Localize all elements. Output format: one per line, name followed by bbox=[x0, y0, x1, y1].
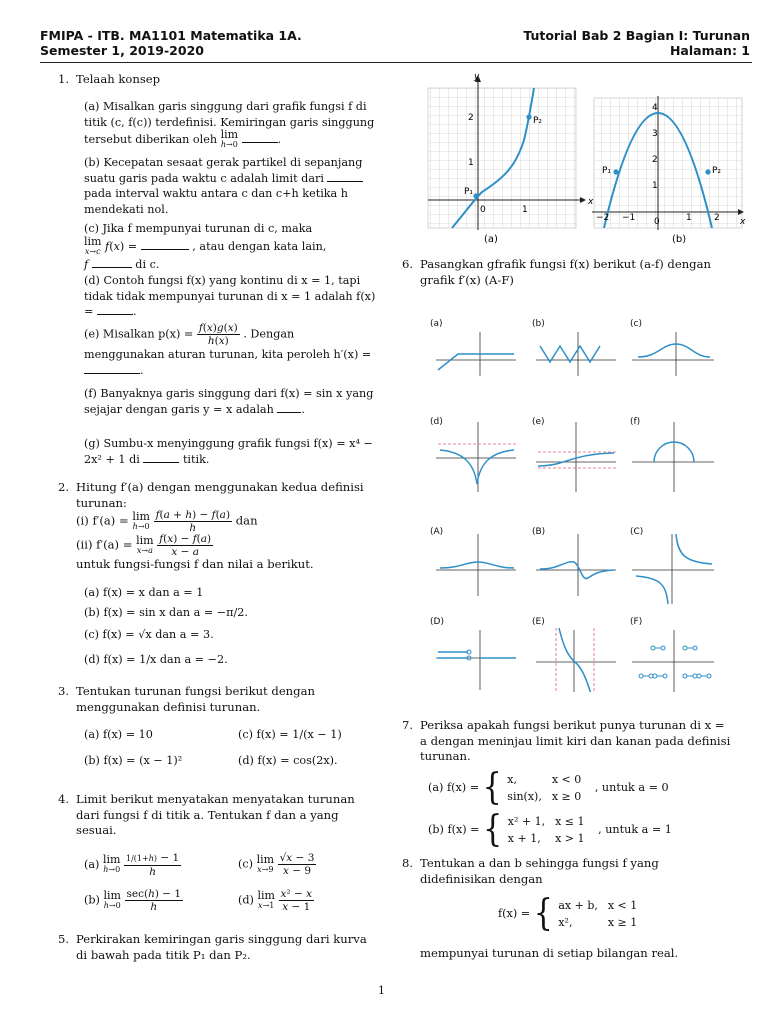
q7-item-b: (b) f(x) = { x² + 1, x ≤ 1 x + 1, x > 1 , untuk a = 1 bbox=[428, 808, 672, 851]
graph-lower-d bbox=[436, 422, 516, 492]
label-lower-d: (d) bbox=[430, 417, 443, 427]
q8-text: Tentukan a dan b sehingga fungsi f yang didefinisikan dengan bbox=[420, 856, 659, 886]
q1-a: (a) Misalkan garis singgung dari grafik fungsi f di titik (c, f(c)) terdefinisi. Kemiringan garis singgung tersebut diberikan oleh lim h→0 . bbox=[84, 100, 375, 149]
q3-number: 3. bbox=[58, 684, 70, 698]
q1-b-text2: pada interval waktu antara c dan c+h ketika h mendekati nol. bbox=[84, 187, 348, 216]
graph-upper-F bbox=[632, 630, 714, 692]
q1-c-blank2[interactable] bbox=[92, 257, 132, 268]
q1-e-blank[interactable] bbox=[84, 363, 140, 374]
q3-item-a: (a) f(x) = 10 bbox=[84, 728, 153, 741]
graph-b bbox=[592, 96, 746, 245]
q1-b-text1: (b) Kecepatan sesaat gerak partikel di sepanjang suatu garis pada waktu c adalah limit dari bbox=[84, 156, 363, 185]
label-lower-c: (c) bbox=[630, 319, 642, 329]
graph-b-tick-neg2: −2 bbox=[596, 213, 610, 223]
graph-a-tick-0: 0 bbox=[480, 205, 486, 215]
label-lower-b: (b) bbox=[532, 319, 545, 329]
header-semester: Semester 1, 2019-2020 bbox=[40, 43, 204, 58]
q1-c-lim: lim x→c bbox=[84, 234, 102, 256]
label-upper-A: (A) bbox=[430, 527, 444, 537]
graph-b-label-p2: P₂ bbox=[712, 166, 722, 176]
q1-c-text1: (c) Jika f mempunyai turunan di c, maka bbox=[84, 222, 313, 235]
q1-d-blank[interactable] bbox=[97, 304, 133, 315]
graph-upper-B bbox=[536, 534, 616, 596]
label-upper-F: (F) bbox=[630, 617, 643, 627]
q2-def-ii-lim: lim x→a bbox=[136, 533, 154, 555]
q2-def-ii bbox=[76, 533, 213, 558]
q1-b-blank[interactable] bbox=[327, 171, 363, 182]
q2-outro: untuk fungsi-fungsi f dan nilai a berikut. bbox=[76, 557, 314, 571]
label-upper-B: (B) bbox=[532, 527, 546, 537]
graph-lower-e bbox=[536, 422, 616, 492]
graph-upper-A bbox=[436, 534, 516, 596]
q1-a-blank[interactable] bbox=[242, 132, 278, 143]
graph-b-x-label: x bbox=[740, 217, 746, 227]
q7-number: 7. bbox=[402, 718, 414, 732]
q8-function: f(x) = { ax + b, x < 1 x², x ≥ 1 bbox=[498, 896, 647, 932]
label-lower-e: (e) bbox=[532, 417, 545, 427]
q4-item-b-label: (b) bbox=[84, 893, 100, 907]
q1-e-text1: (e) Misalkan p(x) = bbox=[84, 327, 194, 341]
graph-lower-b bbox=[536, 332, 616, 376]
q2-def-i bbox=[76, 509, 258, 534]
graph-b-tick-neg1: −1 bbox=[622, 213, 636, 223]
graph-a-point-p1 bbox=[473, 193, 478, 198]
q3-text: Tentukan turunan fungsi berikut dengan menggunakan definisi turunan. bbox=[76, 684, 315, 714]
q4-item-a-label: (a) bbox=[84, 858, 100, 871]
q3-item-b: (b) f(x) = (x − 1)² bbox=[84, 754, 183, 767]
q7-b-cases: x² + 1, x ≤ 1 x + 1, x > 1 bbox=[507, 815, 585, 845]
q2-def-i-lim: lim h→0 bbox=[132, 509, 150, 531]
label-lower-f: (f) bbox=[630, 417, 641, 427]
graph-a bbox=[428, 72, 594, 245]
page-number: 1 bbox=[378, 984, 385, 997]
header-page: Halaman: 1 bbox=[669, 43, 750, 58]
q2-item-a: (a) f(x) = x dan a = 1 bbox=[84, 586, 204, 599]
q4-number: 4. bbox=[58, 792, 70, 806]
graph-b-tick-2: 2 bbox=[652, 155, 658, 165]
q1-e-fraction: $\frac{f(x)g(x)}{h(x)}$ bbox=[198, 322, 238, 347]
q7-b-end: , untuk a = 1 bbox=[598, 823, 672, 836]
graph-a-tick-2: 2 bbox=[468, 113, 474, 123]
q1-e: (e) Misalkan p(x) = $\frac{f(x)g(x)}{h(x)}$ . Dengan menggunakan aturan turunan, kita peroleh h′(x) = . bbox=[84, 322, 372, 377]
q1-title: Telaah konsep bbox=[76, 72, 161, 86]
q5-text: Perkirakan kemiringan garis singgung dari kurva di bawah pada titik P₁ dan P₂. bbox=[76, 932, 367, 962]
q6-text: Pasangkan gfrafik fungsi f(x) berikut (a-f) dengan grafik f′(x) (A-F) bbox=[420, 257, 711, 287]
q2-def-i-label: (i) f′(a) = bbox=[76, 513, 129, 528]
q1-d: (d) Contoh fungsi f(x) yang kontinu di x = 1, tapi tidak tidak mempunyai turunan di x = 1 adalah f(x) = . bbox=[84, 274, 376, 318]
header-course: FMIPA - ITB. MA1101 Matematika 1A. bbox=[40, 28, 302, 43]
q7-a-cases: x, x < 0 sin(x), x ≥ 0 bbox=[507, 773, 582, 803]
q4-item-c-label: (c) bbox=[238, 857, 253, 871]
label-upper-C: (C) bbox=[630, 527, 644, 537]
q2-def-i-fraction: $\frac{f(a + h) - f(a)}{h}$ bbox=[155, 509, 231, 534]
q5-figure bbox=[412, 70, 750, 250]
q7-a-end: , untuk a = 0 bbox=[594, 781, 669, 794]
q8-label: f(x) = bbox=[498, 907, 531, 920]
q1-c-text2: , atau dengan kata lain, bbox=[192, 239, 327, 253]
graph-upper-D bbox=[436, 630, 516, 690]
q1-g bbox=[84, 436, 376, 467]
q1-b bbox=[84, 155, 376, 217]
q1-a-lim: lim h→0 bbox=[220, 128, 239, 149]
graph-b-point-p2 bbox=[705, 169, 710, 174]
label-lower-a: (a) bbox=[430, 319, 443, 329]
header-rule bbox=[40, 62, 752, 63]
graph-a-x-label: x bbox=[588, 197, 594, 207]
graph-b-tick-3: 3 bbox=[652, 129, 658, 139]
graph-a-caption: (a) bbox=[484, 234, 498, 245]
graph-a-point-p2 bbox=[526, 114, 531, 119]
label-upper-E: (E) bbox=[532, 617, 545, 627]
graph-b-tick-0: 0 bbox=[654, 217, 660, 227]
graph-a-tick-1x: 1 bbox=[522, 205, 528, 215]
q4-item-d-label: (d) bbox=[238, 893, 254, 907]
q2-intro: Hitung f′(a) dengan menggunakan kedua definisi turunan: bbox=[76, 480, 364, 510]
graph-b-tick-2x: 2 bbox=[714, 213, 720, 223]
q6-figure bbox=[428, 312, 728, 692]
q1-f-blank[interactable] bbox=[277, 402, 301, 413]
q1-c: (c) Jika f mempunyai turunan di c, maka lim x→c f(x) = , atau dengan kata lain, f di c. bbox=[84, 222, 327, 271]
q1-c-blank1[interactable] bbox=[141, 239, 189, 250]
graph-upper-E bbox=[536, 628, 616, 692]
q1-e-text2: . Dengan menggunakan aturan turunan, kita peroleh h′(x) = bbox=[84, 327, 372, 361]
q1-d-text: (d) Contoh fungsi f(x) yang kontinu di x = 1, tapi tidak tidak mempunyai turunan di x = 1 adalah f(x) = bbox=[84, 274, 376, 318]
graph-b-label-p1: P₁ bbox=[602, 166, 612, 176]
q2-def-i-end: dan bbox=[235, 513, 258, 528]
q7-a-label: (a) f(x) = bbox=[428, 781, 480, 794]
q3-item-c: (c) f(x) = 1/(x − 1) bbox=[238, 728, 342, 741]
q7-text: Periksa apakah fungsi berikut punya turunan di x = a dengan meninjau limit kiri dan kanan pada definisi turunan. bbox=[420, 718, 731, 763]
q1-number: 1. bbox=[58, 72, 70, 86]
q4-item-b: (b) lim h→0 $\frac{\sec(h) - 1}{h}$ bbox=[84, 888, 182, 913]
q1-g-blank[interactable] bbox=[143, 452, 179, 463]
graph-b-point-p1 bbox=[613, 169, 618, 174]
graph-upper-C bbox=[632, 534, 714, 604]
q8-cases: ax + b, x < 1 x², x ≥ 1 bbox=[558, 899, 638, 929]
q1-c-text3: di c. bbox=[135, 257, 160, 271]
q6-number: 6. bbox=[402, 257, 414, 271]
graph-lower-f bbox=[632, 422, 714, 492]
q1-g-text2: titik. bbox=[182, 452, 210, 466]
q5-number: 5. bbox=[58, 932, 70, 946]
q2-def-ii-label: (ii) f′(a) = bbox=[76, 537, 133, 552]
graph-a-y-label: y bbox=[474, 72, 480, 82]
header-title: Tutorial Bab 2 Bagian I: Turunan bbox=[523, 28, 750, 43]
q4-item-c: (c) lim x→9 $\frac{√x - 3}{x - 9}$ bbox=[238, 852, 315, 877]
q1-g-text1: (g) Sumbu-x menyinggung grafik fungsi f(x) = x⁴ − 2x² + 1 di bbox=[84, 437, 373, 466]
q8-number: 8. bbox=[402, 856, 414, 870]
q1-f: (f) Banyaknya garis singgung dari f(x) = sin x yang sejajar dengan garis y = x adalah . bbox=[84, 387, 374, 416]
graph-lower-c bbox=[632, 332, 714, 376]
label-upper-D: (D) bbox=[430, 617, 444, 627]
q2-def-ii-fraction: $\frac{f(x) - f(a)}{x - a}$ bbox=[159, 533, 212, 558]
q4-item-d: (d) lim x→1 $\frac{\text{x² − x}}{x - 1}$ bbox=[238, 888, 313, 913]
q1-a-text: (a) Misalkan garis singgung dari grafik fungsi f di titik (c, f(c)) terdefinisi. Kemiringan garis singgung tersebut diberikan oleh bbox=[84, 100, 375, 146]
graph-a-tick-1y: 1 bbox=[468, 158, 474, 168]
q4-item-a: (a) lim h→0 $\frac{1/(1+h) - 1}{h}$ bbox=[84, 852, 180, 878]
q3-item-d: (d) f(x) = cos(2x). bbox=[238, 754, 338, 767]
graph-b-tick-1: 1 bbox=[652, 181, 658, 191]
graph-b-caption: (b) bbox=[672, 234, 687, 245]
q2-item-b: (b) f(x) = sin x dan a = −π/2. bbox=[84, 606, 248, 619]
q7-b-label: (b) f(x) = bbox=[428, 823, 480, 836]
q2-number: 2. bbox=[58, 480, 70, 494]
q1-f-text: (f) Banyaknya garis singgung dari f(x) = sin x yang sejajar dengan garis y = x adalah bbox=[84, 387, 374, 416]
graph-b-tick-4: 4 bbox=[652, 103, 658, 113]
q2-item-d: (d) f(x) = 1/x dan a = −2. bbox=[84, 653, 228, 666]
graph-lower-a bbox=[436, 332, 516, 376]
q8-outro: mempunyai turunan di setiap bilangan real. bbox=[420, 946, 679, 960]
q7-item-a: (a) f(x) = { x, x < 0 sin(x), x ≥ 0 , untuk a = 0 bbox=[428, 766, 669, 809]
q4-text: Limit berikut menyatakan menyatakan turunan dari fungsi f di titik a. Tentukan f dan a yang sesuai. bbox=[76, 792, 355, 837]
q2-item-c: (c) f(x) = √x dan a = 3. bbox=[84, 628, 214, 641]
graph-a-label-p1: P₁ bbox=[464, 187, 474, 197]
graph-b-tick-1x: 1 bbox=[686, 213, 692, 223]
graph-a-label-p2: P₂ bbox=[533, 116, 543, 126]
